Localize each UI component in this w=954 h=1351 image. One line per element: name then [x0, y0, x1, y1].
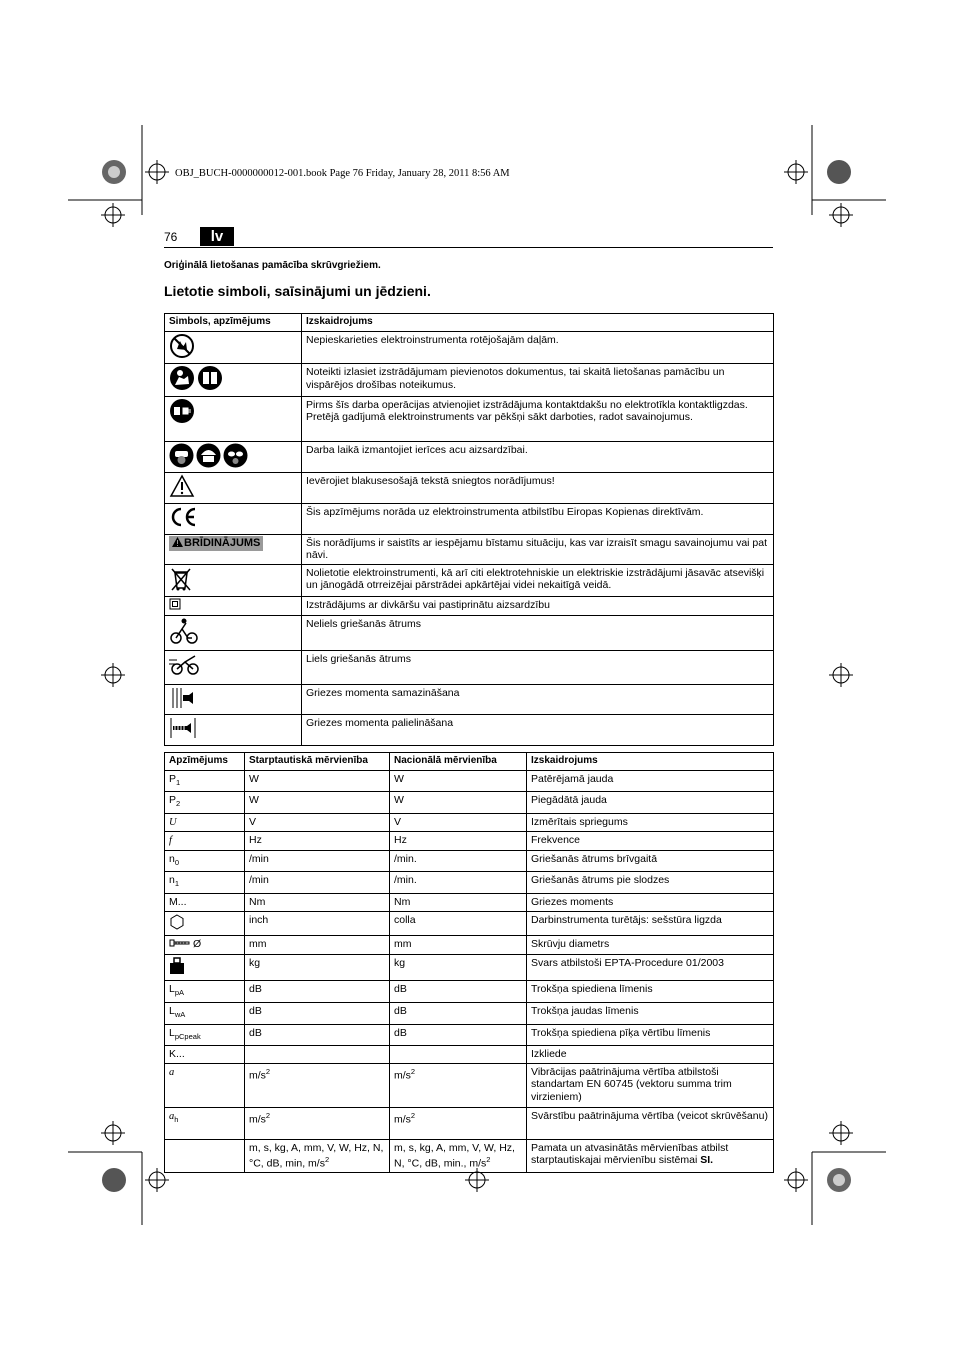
unit-international: [245, 792, 390, 814]
unit-national: [390, 832, 527, 851]
unit-symbol-subscript: h: [174, 1114, 179, 1124]
symbol-row: [165, 616, 774, 651]
unit-explanation: [527, 1107, 774, 1139]
unit-explanation-bold: SI.: [700, 1154, 714, 1167]
weee-bin-icon: [169, 566, 193, 596]
unit-symbol-subscript: 1: [174, 879, 180, 889]
unit-national: [390, 770, 527, 792]
unit-explanation: [527, 936, 774, 955]
symbol-cell: [165, 396, 302, 441]
unit-symbol-text: L: [169, 1004, 175, 1017]
unit-explanation-text: Svārstību paātrinājuma vērtība (veicot skrūvēšanu): [531, 1109, 768, 1122]
symbol-row: [165, 597, 774, 616]
unit-symbol-text: L: [169, 983, 175, 996]
unit-national: [390, 1107, 527, 1139]
symbol-cell: [165, 441, 302, 473]
symbol-cell: [165, 616, 302, 651]
unit-international: [245, 1139, 390, 1173]
language-badge: lv: [200, 227, 234, 246]
unit-international: [245, 770, 390, 792]
unit-national-exponent: 2: [486, 1155, 491, 1165]
symbol-cell: [165, 504, 302, 535]
ce-mark-icon: [169, 505, 199, 533]
unit-international-exponent: 2: [265, 1110, 271, 1120]
unit-international-value: m/s: [249, 1069, 266, 1082]
unit-explanation-text: Frekvence: [531, 834, 581, 847]
symbol-cell: [165, 650, 302, 684]
unit-national-value: /min.: [394, 874, 417, 887]
unplug-icon: [169, 398, 195, 428]
warning-badge: [169, 536, 263, 551]
symbol-cell: [165, 715, 302, 746]
symbol-cell: [165, 564, 302, 597]
symbol-explanation: Darba laikā izmantojiet ierīces acu aizsardzībai.: [302, 441, 774, 473]
units-table: [164, 752, 774, 1173]
unit-international-value: m, s, kg, A, mm, V, W, Hz, N, °C, dB, min, m/s: [249, 1141, 384, 1170]
page-number: 76: [164, 230, 178, 244]
symbol-explanation: Neliels griešanās ātrums: [302, 616, 774, 651]
unit-explanation: [527, 893, 774, 911]
symbol-explanation: Šis apzīmējums norāda uz elektroinstrumenta atbilstību Eiropas Kopienas direktīvām.: [302, 504, 774, 535]
unit-row: [165, 893, 774, 911]
symbol-explanation: Griezes momenta samazināšana: [302, 684, 774, 715]
header-international-unit: Starptautiskā mērvienība: [245, 753, 390, 771]
unit-symbol: [165, 954, 245, 981]
header-explanation: Izskaidrojums: [302, 314, 774, 332]
unit-explanation-text: Piegādātā jauda: [531, 794, 607, 807]
symbol-cell: [165, 684, 302, 715]
header-symbol: Simbols, apzīmējums: [165, 314, 302, 332]
unit-row: [165, 936, 774, 955]
symbol-row: [165, 504, 774, 535]
unit-explanation: [527, 1046, 774, 1064]
symbol-row: [165, 564, 774, 597]
unit-national-value: dB: [394, 983, 407, 996]
symbol-explanation: Griezes momenta palielināšana: [302, 715, 774, 746]
unit-symbol-text: n: [169, 874, 175, 887]
unit-national: [390, 1046, 527, 1064]
unit-symbol: [165, 1046, 245, 1064]
screw-diameter-icon: [169, 938, 191, 952]
unit-explanation-text: Izkliede: [531, 1048, 567, 1061]
unit-explanation-text: Griešanās ātrums pie slodzes: [531, 874, 670, 887]
symbol-explanation: Izstrādājums ar divkāršu vai pastiprinātu aizsardzību: [302, 597, 774, 616]
unit-row: [165, 1024, 774, 1046]
unit-international: [245, 1024, 390, 1046]
double-insulation-icon: [169, 598, 181, 614]
unit-international: [245, 1002, 390, 1024]
unit-symbol: [165, 1024, 245, 1046]
symbol-explanation: Nolietotie elektroinstrumenti, kā arī citi elektrotehniskie un elektriskie izstrādājumi jāsavāc atsevišķi un jānogādā otrreizējai pārstrādei apkārtējai videi nekaitīgā veidā.: [302, 564, 774, 597]
unit-symbol-text: L: [169, 1026, 175, 1039]
header-designation: Apzīmējums: [165, 753, 245, 771]
unit-explanation: [527, 954, 774, 981]
unit-symbol-text: P: [169, 794, 177, 807]
symbol-cell: [165, 534, 302, 564]
protective-gear-icon: [223, 443, 248, 472]
unit-international-value: Nm: [249, 895, 266, 908]
units-header-row: [165, 753, 774, 771]
unit-explanation: [527, 1063, 774, 1107]
warning-triangle-icon: [169, 474, 195, 502]
symbol-row: [165, 684, 774, 715]
symbol-explanation: Pirms šīs darba operācijas atvienojiet izstrādājuma kontaktdakšu no elektrotīkla kontaktligzdas. Pretējā gadījumā elektroinstruments var pēkšņi sākt darboties, radot savainojumus.: [302, 396, 774, 441]
unit-symbol-subscript: 0: [174, 857, 180, 867]
unit-explanation: [527, 1002, 774, 1024]
unit-international-value: m/s: [249, 1113, 266, 1126]
unit-symbol: [165, 792, 245, 814]
unit-explanation: [527, 1024, 774, 1046]
unit-symbol: [165, 832, 245, 851]
unit-row: [165, 1139, 774, 1173]
unit-explanation-text: Patērējamā jauda: [531, 772, 614, 785]
read-manual-icon: [197, 365, 223, 395]
unit-symbol: [165, 1107, 245, 1139]
slow-speed-icon: [169, 617, 199, 649]
unit-symbol: [165, 936, 245, 955]
unit-international-value: V: [249, 815, 257, 828]
unit-international-value: kg: [249, 956, 261, 969]
unit-explanation-text: Svars atbilstoši EPTA-Procedure 01/2003: [531, 956, 724, 969]
unit-row: [165, 792, 774, 814]
unit-explanation: [527, 770, 774, 792]
unit-row: [165, 832, 774, 851]
unit-symbol-text: f: [169, 835, 172, 847]
unit-international: [245, 872, 390, 894]
unit-national-value: W: [394, 772, 404, 785]
unit-explanation: [527, 813, 774, 832]
unit-international-value: inch: [249, 913, 269, 926]
no-touch-icon: [169, 333, 195, 363]
unit-symbol-text: a: [169, 1110, 175, 1122]
unit-row: [165, 872, 774, 894]
symbol-row: [165, 650, 774, 684]
unit-international: [245, 893, 390, 911]
unit-explanation-text: Pamata un atvasinātās mērvienības atbilst starptautiskajai mērvienību sistēmai: [531, 1141, 729, 1167]
unit-international-value: dB: [249, 1026, 262, 1039]
unit-international-value: W: [249, 772, 259, 785]
unit-row: [165, 1107, 774, 1139]
unit-symbol: [165, 981, 245, 1003]
unit-international-exponent: 2: [265, 1066, 271, 1076]
symbol-row: [165, 331, 774, 364]
unit-international-value: /min: [249, 874, 269, 887]
unit-explanation-text: Griešanās ātrums brīvgaitā: [531, 852, 658, 865]
unit-symbol: [165, 911, 245, 936]
unit-row: [165, 1002, 774, 1024]
unit-symbol: [165, 1063, 245, 1107]
unit-national-exponent: 2: [410, 1066, 416, 1076]
symbol-row: [165, 364, 774, 397]
unit-international: [245, 954, 390, 981]
unit-international: [245, 850, 390, 872]
torque-increase-icon: [169, 716, 199, 744]
unit-row: [165, 981, 774, 1003]
torque-decrease-icon: [169, 686, 197, 714]
unit-national: [390, 1024, 527, 1046]
unit-national-value: kg: [394, 956, 406, 969]
unit-explanation: [527, 832, 774, 851]
unit-international-value: W: [249, 794, 259, 807]
unit-international: [245, 1107, 390, 1139]
symbol-row: [165, 715, 774, 746]
unit-explanation-text: Izmērītais spriegums: [531, 815, 628, 828]
unit-international-value: dB: [249, 983, 262, 996]
unit-national-value: dB: [394, 1004, 407, 1017]
symbol-row: [165, 534, 774, 564]
symbol-explanation: Liels griešanās ātrums: [302, 650, 774, 684]
protective-gear-icon: [169, 443, 194, 472]
unit-symbol: [165, 1139, 245, 1173]
unit-national-value: mm: [394, 938, 412, 951]
unit-symbol-text: Ø: [193, 938, 202, 951]
unit-symbol-text: P: [169, 772, 177, 785]
unit-national-value: colla: [394, 913, 416, 926]
unit-symbol-subscript: pA: [174, 988, 185, 998]
unit-national: [390, 954, 527, 981]
unit-national-exponent: 2: [410, 1110, 416, 1120]
unit-symbol-subscript: 1: [176, 777, 181, 787]
header-explanation: Izskaidrojums: [527, 753, 774, 771]
unit-national: [390, 813, 527, 832]
unit-international: [245, 1063, 390, 1107]
unit-symbol: [165, 770, 245, 792]
symbol-explanation: Nepieskarieties elektroinstrumenta rotējošajām daļām.: [302, 331, 774, 364]
unit-explanation: [527, 850, 774, 872]
unit-international: [245, 936, 390, 955]
unit-international: [245, 981, 390, 1003]
unit-national: [390, 1139, 527, 1173]
unit-explanation: [527, 1139, 774, 1173]
unit-row: [165, 770, 774, 792]
hex-socket-icon: [169, 914, 185, 934]
unit-international-exponent: 2: [324, 1155, 330, 1165]
unit-international: [245, 813, 390, 832]
read-manual-icon: [169, 365, 195, 395]
unit-symbol: [165, 872, 245, 894]
unit-international: [245, 832, 390, 851]
unit-national-value: V: [394, 815, 402, 828]
unit-explanation-text: Vibrācijas paātrinājuma vērtība atbilstoši standartam EN 60745 (vektoru summa trim virzieniem): [531, 1065, 732, 1103]
unit-symbol: [165, 850, 245, 872]
unit-explanation-text: Trokšņa jaudas līmenis: [531, 1004, 639, 1017]
unit-row: [165, 954, 774, 981]
unit-explanation: [527, 792, 774, 814]
unit-explanation-text: Griezes moments: [531, 895, 614, 908]
symbol-explanation: Ievērojiet blakusesošajā tekstā sniegtos norādījumus!: [302, 473, 774, 504]
unit-symbol-subscript: wA: [174, 1010, 186, 1020]
fast-speed-icon: [169, 652, 201, 680]
unit-row: [165, 850, 774, 872]
unit-symbol: [165, 1002, 245, 1024]
unit-row: [165, 1046, 774, 1064]
unit-national: [390, 850, 527, 872]
unit-row: [165, 911, 774, 936]
unit-national: [390, 911, 527, 936]
symbol-row: [165, 473, 774, 504]
symbol-row: [165, 441, 774, 473]
unit-national: [390, 872, 527, 894]
header-rule: [164, 247, 773, 248]
header-national-unit: Nacionālā mērvienība: [390, 753, 527, 771]
unit-national-value: dB: [394, 1026, 407, 1039]
symbol-cell: [165, 473, 302, 504]
warning-badge-label: BRĪDINĀJUMS: [184, 536, 261, 549]
book-note: OBJ_BUCH-0000000012-001.book Page 76 Friday, January 28, 2011 8:56 AM: [175, 168, 510, 179]
unit-symbol-text: a: [169, 1066, 175, 1078]
symbols-header-row: [165, 314, 774, 332]
unit-national-value: m/s: [394, 1069, 411, 1082]
symbol-cell: [165, 364, 302, 397]
unit-explanation-text: Trokšņa spiediena līmenis: [531, 983, 653, 996]
unit-international: [245, 1046, 390, 1064]
unit-explanation-text: Skrūvju diametrs: [531, 938, 610, 951]
unit-national-value: m/s: [394, 1113, 411, 1126]
symbols-table: [164, 313, 774, 746]
unit-international: [245, 911, 390, 936]
unit-national: [390, 981, 527, 1003]
unit-national-value: m, s, kg, A, mm, V, W, Hz, N, °C, dB, min., m/s: [394, 1141, 515, 1170]
unit-symbol: [165, 893, 245, 911]
unit-international-value: mm: [249, 938, 267, 951]
unit-national-value: Hz: [394, 834, 407, 847]
unit-national: [390, 936, 527, 955]
unit-international-value: Hz: [249, 834, 262, 847]
unit-symbol-subscript: pCpeak: [174, 1031, 201, 1041]
symbol-row: [165, 396, 774, 441]
unit-explanation: [527, 872, 774, 894]
unit-national-value: W: [394, 794, 404, 807]
section-title: Lietotie simboli, saīsinājumi un jēdzieni.: [164, 283, 431, 299]
unit-explanation: [527, 911, 774, 936]
unit-explanation-text: Darbinstrumenta turētājs: sešstūra ligzda: [531, 913, 722, 926]
symbol-explanation: Šis norādījums ir saistīts ar iespējamu bīstamu situāciju, kas var izraisīt smagu savainojumu vai pat nāvi.: [302, 534, 774, 564]
symbol-explanation: Noteikti izlasiet izstrādājumam pievienotos dokumentus, tai skaitā lietošanas pamācību un vispārējos drošības noteikumus.: [302, 364, 774, 397]
unit-row: [165, 1063, 774, 1107]
weight-icon: [169, 957, 185, 979]
symbol-cell: [165, 597, 302, 616]
unit-symbol-text: U: [169, 816, 177, 828]
symbol-cell: [165, 331, 302, 364]
unit-symbol-text: K...: [169, 1048, 185, 1061]
subtitle: Oriģinālā lietošanas pamācība skrūvgriežiem.: [164, 260, 381, 271]
unit-national-value: Nm: [394, 895, 411, 908]
unit-international-value: dB: [249, 1004, 262, 1017]
unit-explanation: [527, 981, 774, 1003]
unit-national: [390, 1063, 527, 1107]
unit-symbol: [165, 813, 245, 832]
protective-gear-icon: [196, 443, 221, 472]
unit-national-value: /min.: [394, 852, 417, 865]
unit-symbol-text: M...: [169, 895, 187, 908]
unit-international-value: /min: [249, 852, 269, 865]
unit-national: [390, 1002, 527, 1024]
unit-row: [165, 813, 774, 832]
unit-national: [390, 792, 527, 814]
unit-symbol-subscript: 2: [176, 799, 181, 809]
unit-symbol-text: n: [169, 852, 175, 865]
unit-national: [390, 893, 527, 911]
unit-explanation-text: Trokšņa spiediena pīķa vērtību līmenis: [531, 1026, 711, 1039]
